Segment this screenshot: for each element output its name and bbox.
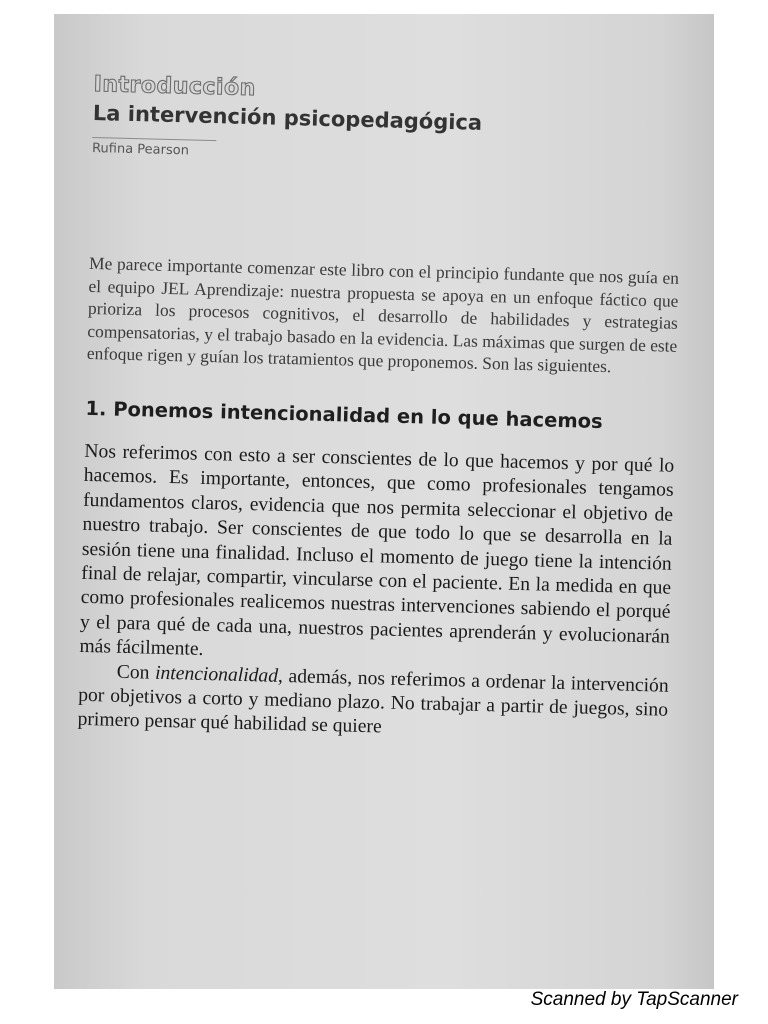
body-paragraph: Nos referimos con esto a ser conscientes de lo que hacemos y por qué lo hacemos. Es importante, entonces, que como profesionales tengamos fundamentos claros, evidencia que nos permita seleccionar el objetivo de nuestro trabajo. Ser conscientes de que todo lo que se desarrolla en la sesión tiene una finalidad. Incluso el momento de juego tiene la intención final de relajar, compartir, vincularse con el paciente. En la medida en que como profesionales realicemos nuestras intervenciones sabiendo el porqué y el para qué de cada una, nuestros pacientes aprenderán y evolucionarán más fácilmente. — [79, 440, 675, 661]
chapter-title: La intervención psicopedagógica — [92, 100, 483, 135]
page-content — [77, 72, 684, 748]
body-text — [77, 440, 674, 748]
body-paragraph — [77, 659, 669, 747]
scanner-watermark: Scanned by TapScanner — [530, 989, 738, 1010]
paragraph-rest: , además, nos referimos a ordenar la intervención por objetivos a corto y mediano plazo. No trabajar a partir de juegos, sino primero pensar qué habilidad se quiere — [77, 665, 669, 738]
section-heading: 1. Ponemos intencionalidad en lo que hacemos — [85, 396, 603, 433]
intro-paragraph: Me parece importante comenzar este libro con el principio fundante que nos guía en el equipo JEL Aprendizaje: nuestra propuesta se apoya en un enfoque fáctico que prioriza los procesos cognitivos, el desarrollo de habilidades y estrategias compensatorias, y el trabajo basado en la evidencia. Las máximas que surgen de este enfoque rigen y guían los tratamientos que proponemos. Son las siguientes. — [86, 252, 680, 377]
scanned-page — [54, 14, 714, 989]
chapter-author: Rufina Pearson — [91, 140, 190, 159]
paragraph-lead: Con — [116, 661, 156, 684]
chapter-kicker: Introducción — [93, 72, 257, 102]
emphasized-term: intencionalidad — [154, 662, 279, 687]
